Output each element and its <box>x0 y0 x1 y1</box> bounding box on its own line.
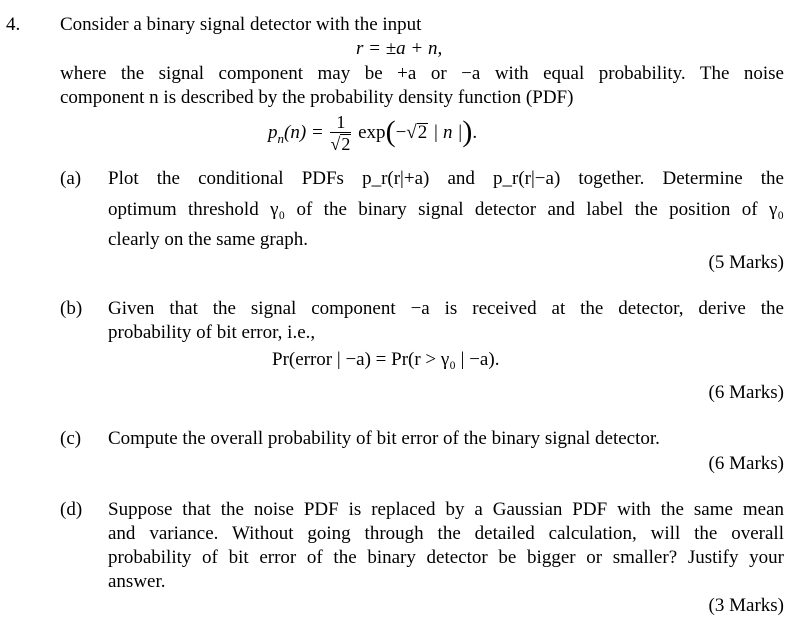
pdf-equation: $p_n(n)$ = $\frac{1}{√2}$ exp(−√2 | n |). <box>268 112 478 155</box>
part-d-line-4: answer. <box>108 571 166 592</box>
question-stem-line-1: Consider a binary signal detector with the input <box>60 14 422 35</box>
part-d-marks: (3 Marks) <box>708 595 784 616</box>
question-stem-line-3: component n is described by the probability density function (PDF) <box>60 87 574 108</box>
pdf-lhs-arg: (n) = <box>284 122 324 143</box>
part-a-line-3: clearly on the same graph. <box>108 229 308 250</box>
part-d-label: (d) <box>60 499 83 520</box>
pdf-denominator: √2 <box>330 134 351 155</box>
pdf-exp-sqrt: 2 <box>417 122 428 143</box>
part-c-label: (c) <box>60 428 82 449</box>
part-a-line-2: optimum threshold γ₀ of the binary signal detector and label the position of γ₀ <box>108 199 784 220</box>
part-d-line-3: probability of bit error of the binary detector be bigger or smaller? Justify your <box>108 547 784 568</box>
part-d-line-1: Suppose that the noise PDF is replaced by a Gaussian PDF with the same mean <box>108 499 784 520</box>
part-a-line-1: Plot the conditional PDFs p_r(r|+a) and p_r(r|−a) together. Determine the <box>108 168 784 189</box>
part-c-line-1: Compute the overall probability of bit error of the binary signal detector. <box>108 428 660 449</box>
pdf-lhs-p: p <box>268 122 278 143</box>
pdf-numerator: 1 <box>330 112 351 133</box>
part-b-equation: Pr(error | −a) = Pr(r > γ₀ | −a). <box>272 349 500 370</box>
part-a-marks: (5 Marks) <box>708 252 784 273</box>
paren-open: ( <box>385 115 396 148</box>
pdf-period: . <box>472 122 478 143</box>
part-d-line-2: and variance. Without going through the detailed calculation, will the overall <box>108 523 784 544</box>
part-b-label: (b) <box>60 298 83 319</box>
pdf-exp-abs: | n | <box>428 122 463 143</box>
part-a-label: (a) <box>60 168 82 189</box>
equation-r: r = ±a + n, <box>356 38 443 59</box>
part-b-line-2: probability of bit error, i.e., <box>108 322 316 343</box>
part-c-marks: (6 Marks) <box>708 453 784 474</box>
paren-close: ) <box>462 115 473 148</box>
pdf-fraction <box>330 112 351 155</box>
pdf-lhs-subscript: n <box>277 131 284 146</box>
pdf-exp-minus: − <box>395 122 407 143</box>
question-stem-line-2: where the signal component may be +a or −a with equal probability. The noise <box>60 63 784 84</box>
part-b-marks: (6 Marks) <box>708 382 784 403</box>
pdf-exp: exp <box>358 122 386 143</box>
question-number: 4. <box>6 14 21 35</box>
part-b-line-1: Given that the signal component −a is received at the detector, derive the <box>108 298 784 319</box>
